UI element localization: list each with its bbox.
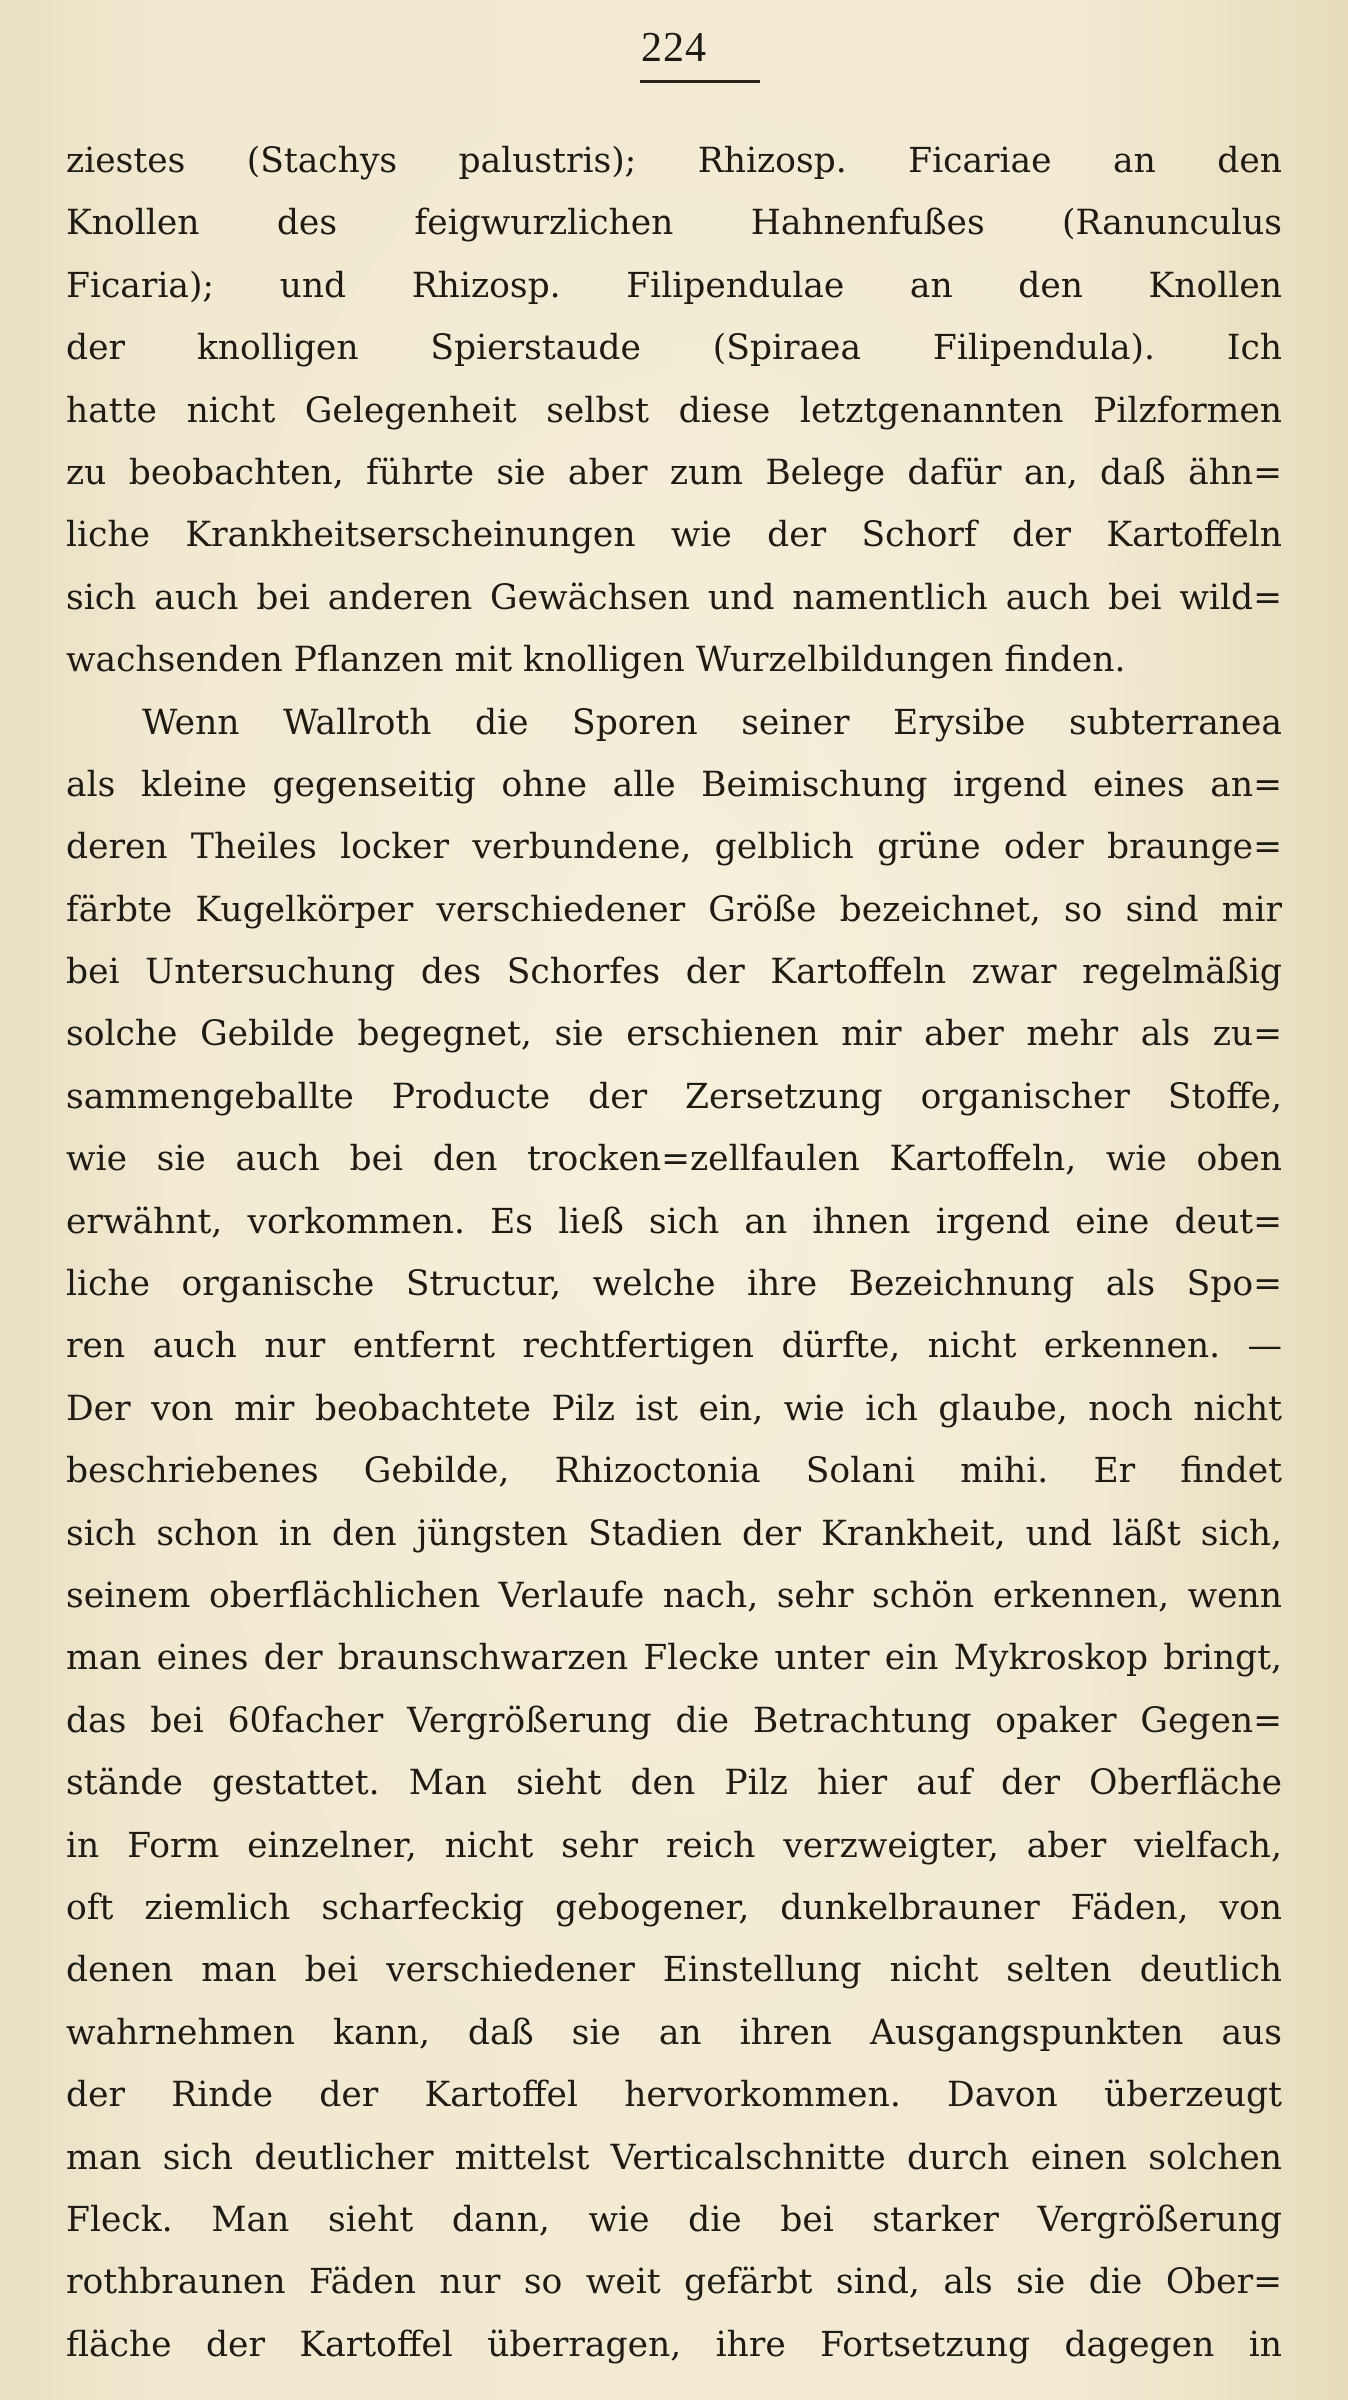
text-line: stände gestattet. Man sieht den Pilz hier auf der Oberfläche	[66, 1763, 1282, 1804]
text-line: Wenn Wallroth die Sporen seiner Erysibe subterranea	[142, 702, 1282, 743]
text-line: sich schon in den jüngsten Stadien der Krankheit, und läßt sich,	[66, 1513, 1282, 1554]
text-line: der Rinde der Kartoffel hervorkommen. Davon überzeugt	[66, 2075, 1282, 2116]
text-line: sich auch bei anderen Gewächsen und namentlich auch bei wild=	[66, 577, 1282, 618]
text-line: fläche der Kartoffel überragen, ihre Fortsetzung dagegen in	[66, 2324, 1282, 2365]
text-line: oft ziemlich scharfeckig gebogener, dunkelbrauner Fäden, von	[66, 1887, 1282, 1928]
body-text	[66, 130, 1282, 2376]
text-line: Fleck. Man sieht dann, wie die bei starker Vergrößerung	[66, 2199, 1282, 2240]
text-line: Der von mir beobachtete Pilz ist ein, wie ich glaube, noch nicht	[66, 1388, 1282, 1429]
text-line: Knollen des feigwurzlichen Hahnenfußes (Ranunculus	[66, 203, 1282, 244]
text-line: das bei 60facher Vergrößerung die Betrachtung opaker Gegen=	[66, 1700, 1282, 1741]
text-line: zu beobachten, führte sie aber zum Belege dafür an, daß ähn=	[66, 452, 1282, 493]
text-line: deren Theiles locker verbundene, gelblich grüne oder braunge=	[66, 827, 1282, 868]
text-line: bei Untersuchung des Schorfes der Kartoffeln zwar regelmäßig	[66, 952, 1282, 993]
text-line: färbte Kugelkörper verschiedener Größe bezeichnet, so sind mir	[66, 889, 1282, 930]
page-number: 224	[641, 25, 707, 71]
text-line: sammengeballte Producte der Zersetzung organischer Stoffe,	[66, 1076, 1282, 1117]
text-line: man sich deutlicher mittelst Verticalschnitte durch einen solchen	[66, 2137, 1282, 2178]
text-line: ziestes (Stachys palustris); Rhizosp. Ficariae an den	[66, 141, 1282, 181]
text-line: seinem oberflächlichen Verlaufe nach, sehr schön erkennen, wenn	[66, 1575, 1282, 1616]
text-line: ren auch nur entfernt rechtfertigen dürfte, nicht erkennen. —	[66, 1326, 1282, 1367]
text-line: liche organische Structur, welche ihre Bezeichnung als Spo=	[66, 1264, 1282, 1305]
text-line: rothbraunen Fäden nur so weit gefärbt sind, als sie die Ober=	[66, 2262, 1282, 2303]
header-rule	[640, 80, 760, 83]
text-line: wachsenden Pflanzen mit knolligen Wurzelbildungen finden.	[66, 640, 1126, 681]
text-line: hatte nicht Gelegenheit selbst diese letztgenannten Pilzformen	[66, 390, 1282, 431]
text-line: wahrnehmen kann, daß sie an ihren Ausgangspunkten aus	[66, 2012, 1282, 2053]
text-line: Ficaria); und Rhizosp. Filipendulae an den Knollen	[66, 265, 1282, 306]
text-line: liche Krankheitserscheinungen wie der Schorf der Kartoffeln	[66, 515, 1282, 556]
text-line: wie sie auch bei den trocken=zellfaulen Kartoffeln, wie oben	[66, 1139, 1282, 1180]
text-line: beschriebenes Gebilde, Rhizoctonia Solani mihi. Er findet	[66, 1451, 1282, 1492]
text-line: als kleine gegenseitig ohne alle Beimischung irgend eines an=	[66, 764, 1282, 805]
text-line: man eines der braunschwarzen Flecke unter ein Mykroskop bringt,	[66, 1638, 1282, 1679]
text-line: der knolligen Spierstaude (Spiraea Filipendula). Ich	[66, 328, 1282, 369]
text-line: in Form einzelner, nicht sehr reich verzweigter, aber vielfach,	[66, 1825, 1282, 1866]
text-line: solche Gebilde begegnet, sie erschienen mir aber mehr als zu=	[66, 1014, 1282, 1055]
text-line: erwähnt, vorkommen. Es ließ sich an ihnen irgend eine deut=	[66, 1201, 1282, 1242]
text-line: denen man bei verschiedener Einstellung nicht selten deutlich	[66, 1950, 1282, 1991]
